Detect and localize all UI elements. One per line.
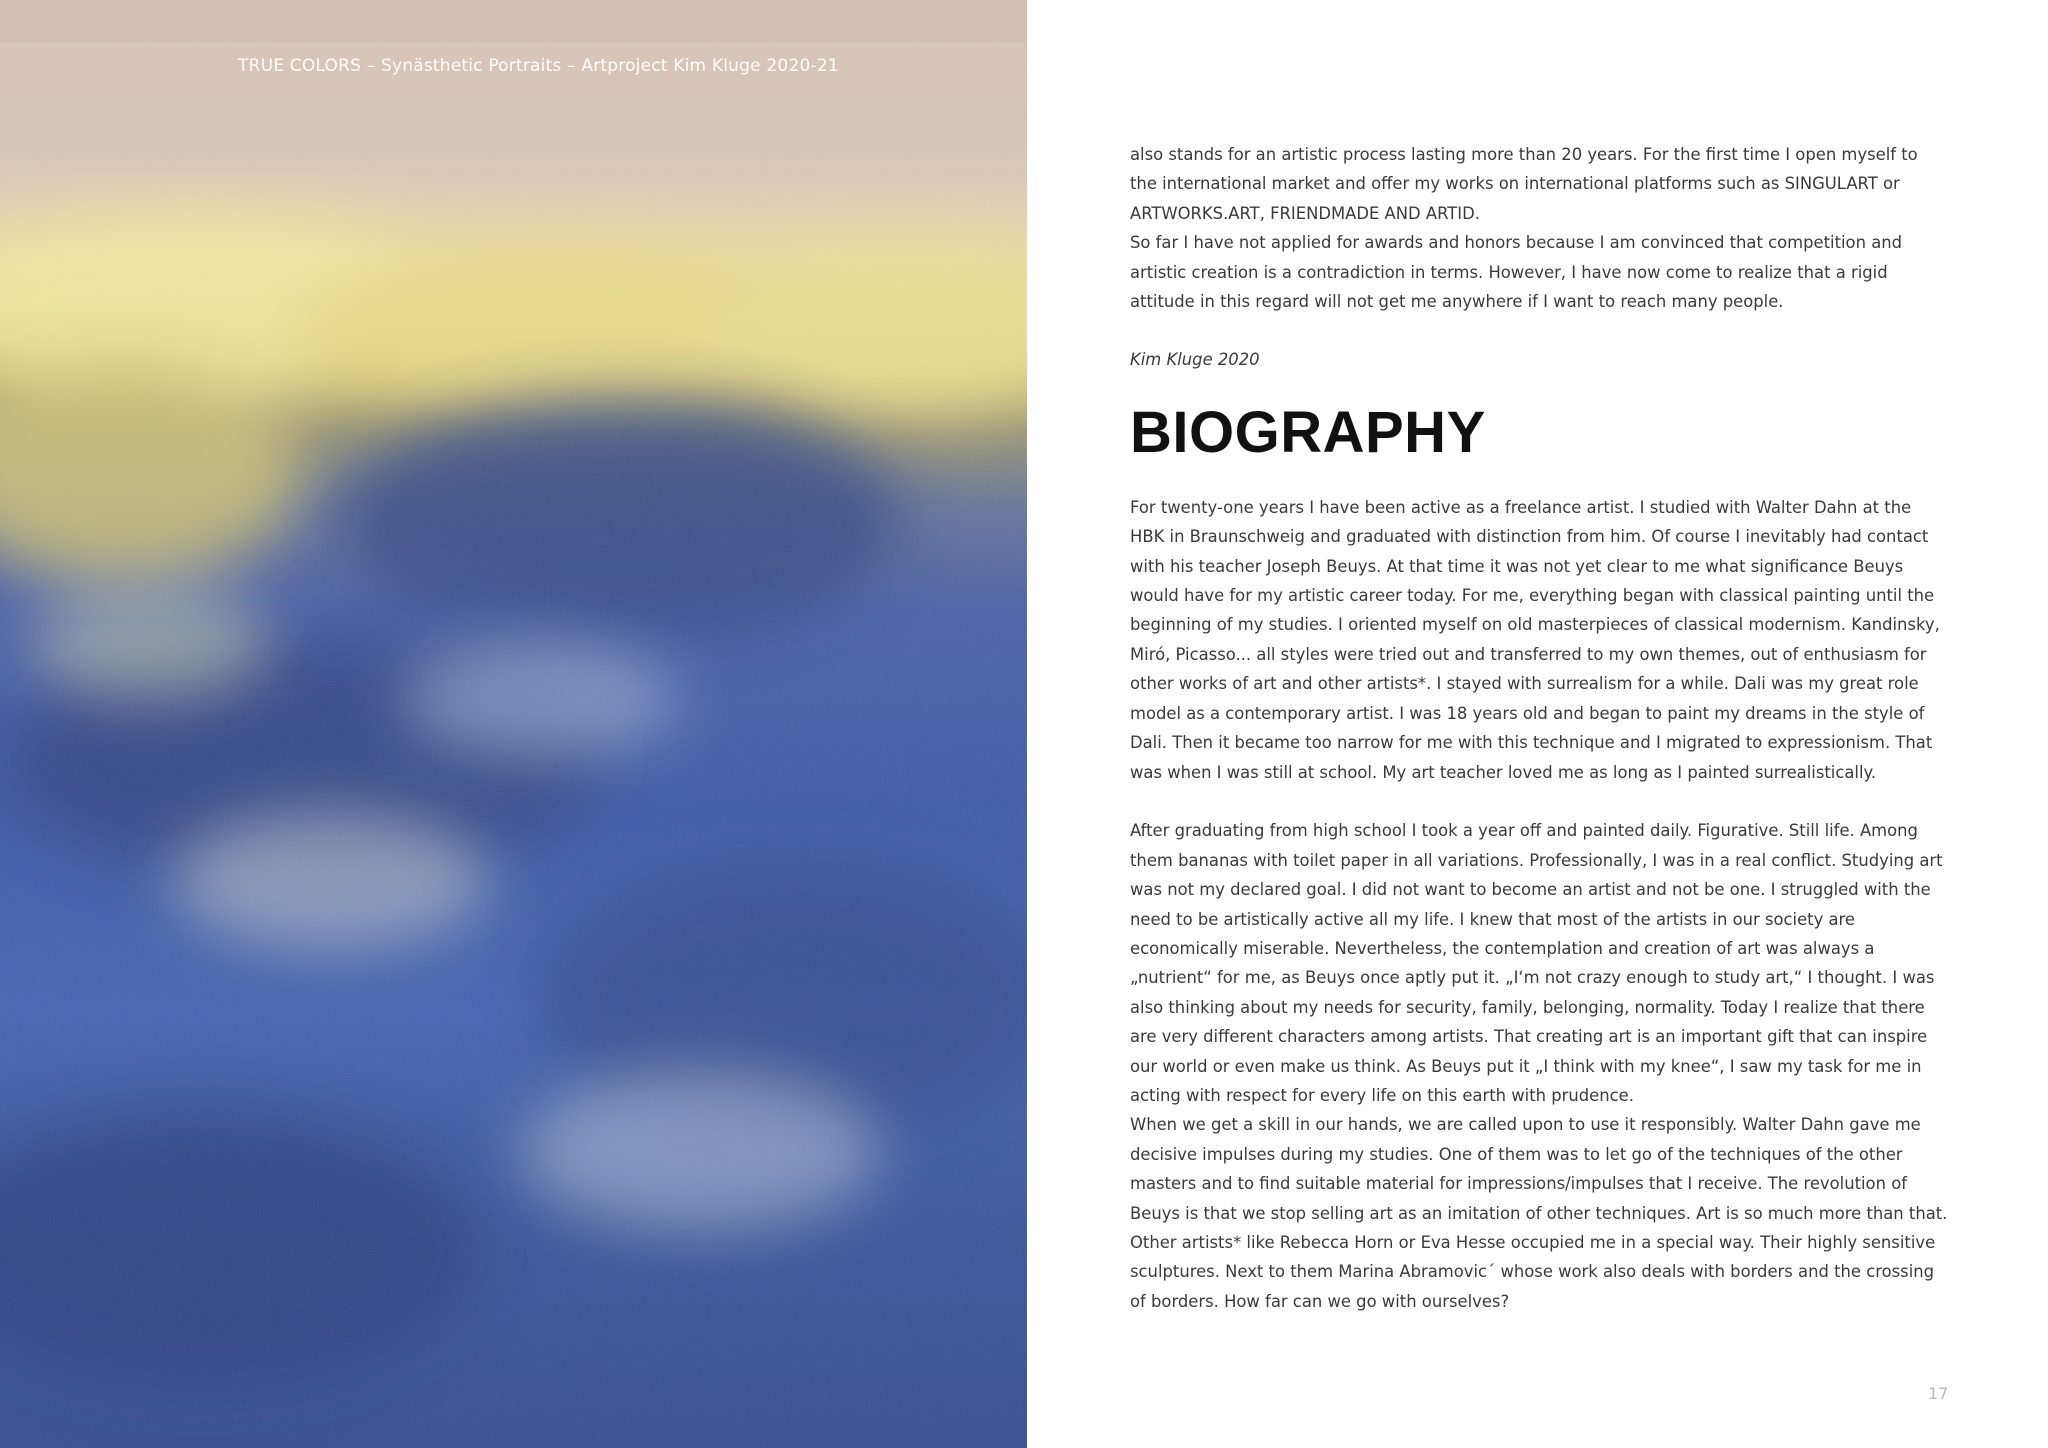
intro-paragraph: also stands for an artistic process lasting more than 20 years. For the first time I open myself to the international market and offer my works on international platforms such as SINGULART or ARTWORKS.ART, FRIENDMADE AND ARTID. bbox=[1130, 145, 1918, 223]
text-column bbox=[1130, 140, 1948, 1316]
page-number: 17 bbox=[1928, 1384, 1949, 1403]
biography-paragraph: After graduating from high school I took a year off and painted daily. Figurative. Still life. Among them bananas with toilet paper in all variations. Professionally, I was in a real conflict. Studying art was not my declared goal. I did not want to become an artist and not be one. I struggled with the need to be artistically active all my life. I knew that most of the artists in our society are economically miserable. Nevertheless, the contemplation and creation of art was always a „nutrient“ for me, as Beuys once aptly put it. „I‘m not crazy enough to study art,“ I thought. I was also thinking about my needs for security, family, belonging, normality. Today I realize that there are very different characters among artists. That creating art is an important gift that can inspire our world or even make us think. As Beuys put it „I think with my knee“, I saw my task for me in acting with respect for every life on this earth with prudence. bbox=[1130, 821, 1943, 1105]
biography-paragraph: When we get a skill in our hands, we are called upon to use it responsibly. Walter Dahn gave me decisive impulses during my studies. One of them was to let go of the techniques of the other masters and to find suitable material for impressions/impulses that I receive. The revolution of Beuys is that we stop selling art as an imitation of other techniques. Art is so much more than that. Other artists* like Rebecca Horn or Eva Hesse occupied me in a special way. Their highly sensitive sculptures. Next to them Marina Abramovic´ whose work also deals with borders and the crossing of borders. How far can we go with ourselves? bbox=[1130, 1115, 1948, 1311]
running-header: TRUE COLORS – Synästhetic Portraits – Artproject Kim Kluge 2020-21 bbox=[238, 56, 839, 76]
author-signature: Kim Kluge 2020 bbox=[1130, 350, 1260, 370]
intro-paragraph: So far I have not applied for awards and honors because I am convinced that competition and artistic creation is a contradiction in terms. However, I have now come to realize that a rigid attitude in this regard will not get me anywhere if I want to reach many people. bbox=[1130, 233, 1903, 312]
biography-paragraph: For twenty-one years I have been active as a freelance artist. I studied with Walter Dahn at the HBK in Braunschweig and graduated with distinction from him. Of course I inevitably had contact with his teacher Joseph Beuys. At that time it was not yet clear to me what significance Beuys would have for my artistic career today. For me, everything began with classical painting until the beginning of my studies. I oriented myself on old masterpieces of classical modernism. Kandinsky, Miró, Picasso... all styles were tried out and transferred to my own themes, out of enthusiasm for other works of art and other artists*. I stayed with surrealism for a while. Dali was my great role model as a contemporary artist. I was 18 years old and began to paint my dreams in the style of Dali. Then it became too narrow for me with this technique and I migrated to expressionism. That was when I was still at school. My art teacher loved me as long as I painted surrealistically. bbox=[1130, 497, 1940, 782]
section-heading: BIOGRAPHY bbox=[1130, 399, 1486, 465]
paragraph-spacer bbox=[1130, 787, 1948, 816]
